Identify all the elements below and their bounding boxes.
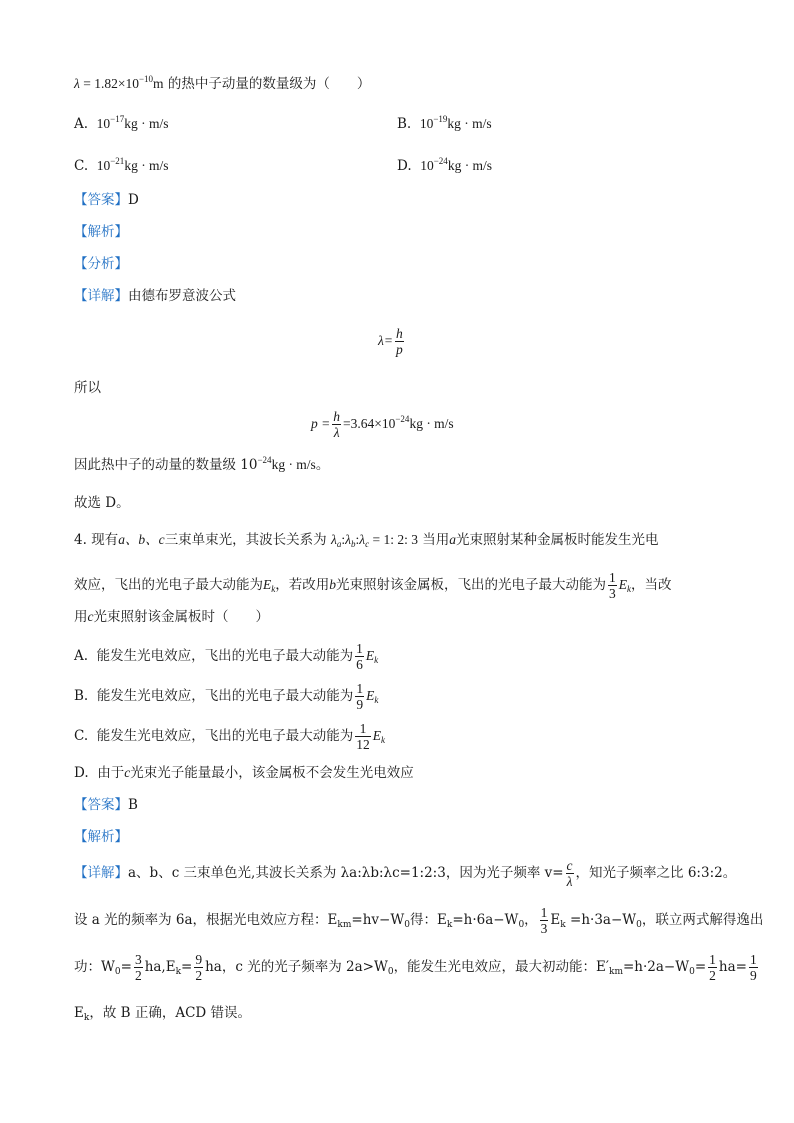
q3-option-c: C. $10^{-21}kg \cdot m/s$ [74, 156, 169, 174]
q4-detail-line4: $E_k$，故 B 正确，ACD 错误。 [74, 1005, 252, 1023]
q3-fenxi-tag: 【分析】 [74, 256, 128, 272]
q4-detail-line1: 【详解】a、b、c 三束单色光,其波长关系为 λa:λb:λc=1:2:3，因为光子频率 v= $\frac{c}{\lambda}$ ，知光子频率之比 6:3:2。 [74, 858, 737, 889]
q4-detail-line3: 功：$W_0=$ $\frac{3}{2}$ $ha,E_k=$ $\frac{9}{2}$ ha，c 光的光子频率为 $2a>W_0$，能发生光电效应，最大初动能：$E'_{km}=h\cdot 2a-W_0=$ $\frac{1}{2}$ ha= $\frac{1}{9}$ [74, 952, 757, 983]
fraction: $\frac{1}{12}$ [356, 721, 370, 752]
q3-detail: 【详解】由德布罗意波公式 [74, 288, 236, 304]
q4-option-a: A. 能发生光电效应，飞出的光电子最大动能为 $\frac{1}{6}$ $E_k$ [74, 641, 379, 672]
fraction: $\frac{1}{3}$ [540, 905, 548, 936]
q3-choose: 故选 D。 [74, 495, 130, 511]
fraction: $\frac{h}{\lambda}$ [333, 409, 340, 440]
q4-analysis-tag: 【解析】 [74, 829, 128, 845]
q4-detail-line2: 设 a 光的频率为 6a，根据光电效应方程：$E_{km}=hv-W_0$得：$E_k=h\cdot 6a-W_0$， $\frac{1}{3}$ $E_k =h\cdot 3a-W_0$，联立两式解得逸出 [74, 905, 764, 936]
fraction: $\frac{1}{3}$ [609, 570, 616, 601]
lambda-symbol: λ [74, 76, 80, 91]
q3-stem: $\lambda = 1.82\times 10^{-10}m$ 的热中子动量的数量级为（ ） [74, 74, 371, 92]
q4-answer: 【答案】B [74, 797, 138, 813]
q3-conclusion: 因此热中子的动量的数量级 $10^{-24}kg \cdot m/s$。 [74, 455, 330, 473]
fraction: $\frac{3}{2}$ [134, 952, 142, 983]
q3-analysis-tag: 【解析】 [74, 224, 128, 240]
question-number: 4. [74, 532, 87, 548]
fraction: $\frac{c}{\lambda}$ [566, 858, 573, 889]
q3-option-b: B. $10^{-19}kg \cdot m/s$ [397, 114, 492, 132]
answer-tag: 【答案】 [74, 797, 128, 813]
q4-option-c: C. 能发生光电效应，飞出的光电子最大动能为 $\frac{1}{12}$ $E_k$ [74, 721, 385, 752]
q4-option-d: D. 由于c光束光子能量最小，该金属板不会发生光电效应 [74, 765, 414, 781]
q3-option-a: A. $10^{-17}kg \cdot m/s$ [74, 114, 169, 132]
fraction: $\frac{1}{9}$ [749, 952, 757, 983]
q3-answer: 【答案】D [74, 192, 139, 208]
fraction: $\frac{9}{2}$ [195, 952, 203, 983]
suoyi-text: 所以 [74, 380, 101, 396]
q4-stem-line1: 4. 现有a、b、c三束单束光，其波长关系为 $\lambda_a:\lambda_b:\lambda_c = 1$: 2: 3 当用a光束照射某种金属板时能发生光电 [74, 532, 659, 549]
fraction: $\frac{h}{p}$ [395, 326, 403, 357]
q3-option-d: D. $10^{-24}kg \cdot m/s$ [397, 156, 493, 174]
fraction: $\frac{1}{6}$ [356, 641, 363, 672]
fraction: $\frac{1}{9}$ [356, 681, 364, 712]
q4-stem-line2: 效应，飞出的光电子最大动能为$E_k$，若改用b光束照射该金属板，飞出的光电子最大动能为 $\frac{1}{3}$ $E_k$，当改 [74, 570, 672, 601]
formula-momentum: p = $\frac{h}{\lambda}$ $=3.64\times 10^{-24}kg \cdot m/s$ [311, 409, 454, 440]
formula-de-broglie: λ= $\frac{h}{p}$ [378, 326, 403, 357]
answer-tag: 【答案】 [74, 192, 128, 208]
q4-stem-line3: 用c光束照射该金属板时（ ） [74, 609, 269, 625]
fraction: $\frac{1}{2}$ [709, 952, 716, 983]
q4-option-b: B. 能发生光电效应，飞出的光电子最大动能为 $\frac{1}{9}$ $E_k$ [74, 681, 379, 712]
